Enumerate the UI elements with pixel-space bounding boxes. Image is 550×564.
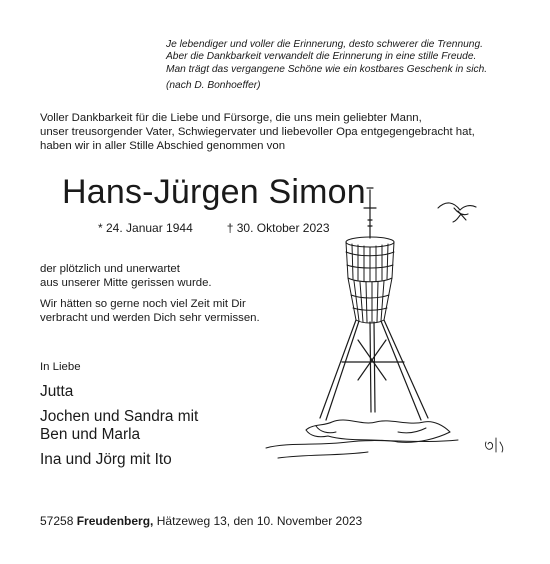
city: Freudenberg, bbox=[76, 514, 154, 528]
mourner-name: Ina und Jörg mit Ito bbox=[40, 450, 172, 468]
death-date: † 30. Oktober 2023 bbox=[226, 221, 330, 235]
in-liebe-label: In Liebe bbox=[40, 361, 81, 373]
birth-date: * 24. Januar 1944 bbox=[98, 221, 193, 235]
farewell-line: verbracht und werden Dich sehr vermissen. bbox=[40, 311, 260, 324]
intro-line: Voller Dankbarkeit für die Liebe und Fürsorge, die uns mein geliebter Mann, bbox=[40, 112, 422, 124]
address-line bbox=[40, 514, 362, 528]
intro-line: unser treusorgender Vater, Schwiegervater und liebevoller Opa entgegengebracht hat, bbox=[40, 126, 475, 139]
mourners-list bbox=[40, 383, 198, 469]
mourner-name: Jochen und Sandra mit bbox=[40, 407, 199, 425]
mourner-name: Ben und Marla bbox=[40, 426, 141, 444]
intro-text bbox=[40, 111, 510, 154]
epigraph-quote bbox=[166, 39, 536, 93]
passing-line: der plötzlich und unerwartet bbox=[40, 263, 180, 275]
seagull-icon bbox=[438, 203, 476, 222]
passing-line: aus unserer Mitte gerissen wurde. bbox=[40, 276, 212, 289]
kugelbake-beacon-illustration bbox=[258, 180, 528, 475]
farewell-line: Wir hätten so gerne noch viel Zeit mit Dir bbox=[40, 298, 246, 310]
address-date: Hätzeweg 13, den 10. November 2023 bbox=[156, 514, 363, 528]
intro-line: haben wir in aller Stille Abschied genommen von bbox=[40, 140, 286, 153]
deceased-name: Hans-Jürgen Simon bbox=[62, 173, 366, 211]
quote-source: (nach D. Bonhoeffer) bbox=[166, 80, 261, 92]
mourner-name: Jutta bbox=[40, 383, 74, 400]
quote-line: Aber die Dankbarkeit verwandelt die Erinnerung in eine stille Freude. bbox=[166, 51, 477, 63]
quote-line: Man trägt das vergangene Schöne wie ein kostbares Geschenk in sich. bbox=[166, 63, 488, 75]
postcode: 57258 bbox=[40, 514, 74, 528]
quote-line: Je lebendiger und voller die Erinnerung, desto schwerer die Trennung. bbox=[166, 39, 483, 50]
